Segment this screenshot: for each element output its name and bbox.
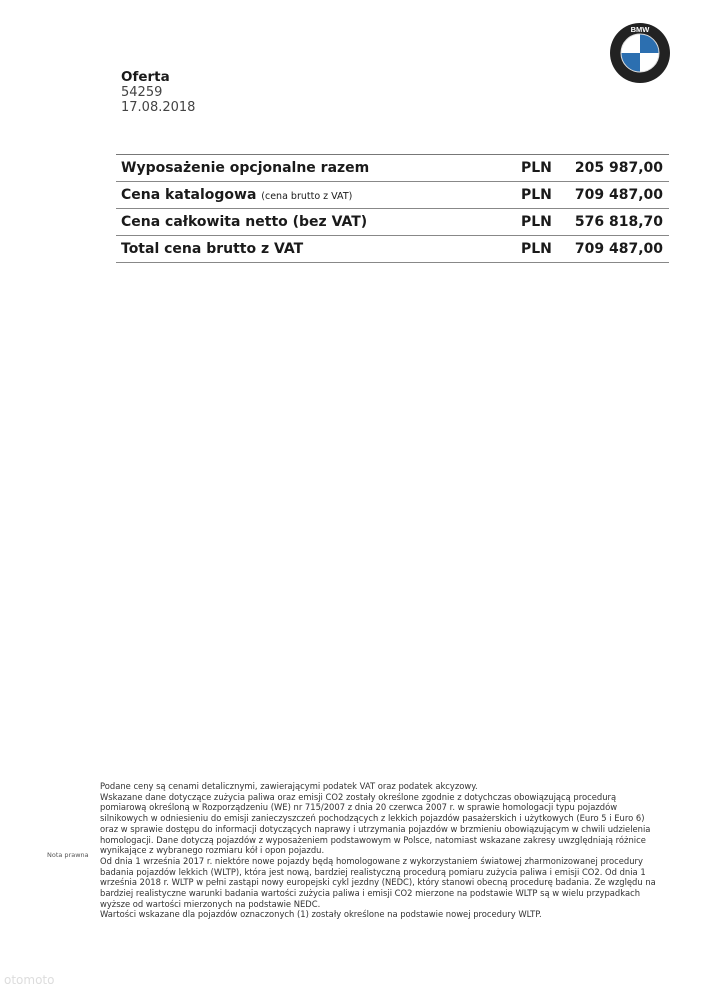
summary-amount: 205 987,00 bbox=[574, 160, 663, 176]
bmw-logo bbox=[609, 22, 671, 84]
summary-currency: PLN bbox=[521, 214, 552, 230]
summary-amount: 576 818,70 bbox=[574, 214, 663, 230]
watermark: otomoto bbox=[4, 973, 55, 987]
legal-disclaimer bbox=[100, 781, 660, 920]
summary-row bbox=[116, 209, 669, 236]
summary-label: Cena całkowita netto (bez VAT) bbox=[121, 214, 368, 230]
summary-currency: PLN bbox=[521, 241, 552, 257]
legal-paragraph: Wartości wskazane dla pojazdów oznaczonych (1) zostały określone na podstawie nowej procedury WLTP. bbox=[100, 909, 542, 920]
offer-header bbox=[121, 70, 195, 115]
summary-amount: 709 487,00 bbox=[574, 187, 663, 203]
offer-number: 54259 bbox=[121, 85, 163, 100]
offer-date: 17.08.2018 bbox=[121, 100, 196, 115]
legal-paragraph: Od dnia 1 września 2017 r. niektóre nowe pojazdy będą homologowane z wykorzystaniem światowej zharmonizowanej procedury badania pojazdów lekkich (WLTP), która jest nową, bardziej realistyczną procedurą pomiaru zużycia paliwa i emisji CO2. Od dnia 1 września 2018 r. WLTP w pełni zastąpi nowy europejski cykl jezdny (NEDC), który stanowi obecną procedurę badania. Ze względu na bardziej realistyczne warunki badania wartości zużycia paliwa i emisji CO2 mierzone na podstawie WLTP są w wielu przypadkach wyższe od wartości mierzonych na podstawie NEDC. bbox=[100, 855, 656, 909]
summary-label: Total cena brutto z VAT bbox=[121, 241, 304, 257]
legal-paragraph: Wskazane dane dotyczące zużycia paliwa oraz emisji CO2 zostały określone zgodnie z dotychczas obowiązującą procedurą pomiarową określoną w Rozporządzeniu (WE) nr 715/2007 z dnia 20 czerwca 2007 r. w sprawie homologacji typu pojazdów silnikowych w odniesieniu do emisji zanieczyszczeń pochodzących z lekkich pojazdów pasażerskich i użytkowych (Euro 5 i Euro 6) oraz w sprawie dostępu do informacji dotyczących naprawy i utrzymania pojazdów w brzmieniu obowiązującym w chwili udzielenia homologacji. Dane dotyczą pojazdów z wyposażeniem podstawowym w Polsce, natomiast wskazane zakresy uwzględniają różnice wynikające z wybranego rozmiaru kół i opon pojazdu. bbox=[100, 791, 651, 856]
summary-row bbox=[116, 155, 669, 182]
logo-letters: BMW bbox=[630, 25, 650, 34]
summary-row bbox=[116, 236, 669, 263]
price-summary-table bbox=[116, 154, 669, 263]
summary-amount: 709 487,00 bbox=[574, 241, 663, 257]
legal-paragraph: Podane ceny są cenami detalicznymi, zawierającymi podatek VAT oraz podatek akcyzowy. bbox=[100, 781, 478, 791]
summary-currency: PLN bbox=[521, 187, 552, 203]
legal-note-label: Nota prawna bbox=[47, 851, 89, 859]
summary-row bbox=[116, 182, 669, 209]
summary-label: Cena katalogowa (cena brutto z VAT) bbox=[121, 187, 353, 203]
offer-title: Oferta bbox=[121, 69, 170, 85]
summary-label: Wyposażenie opcjonalne razem bbox=[121, 160, 370, 176]
summary-currency: PLN bbox=[521, 160, 552, 176]
summary-sublabel: (cena brutto z VAT) bbox=[261, 191, 353, 202]
